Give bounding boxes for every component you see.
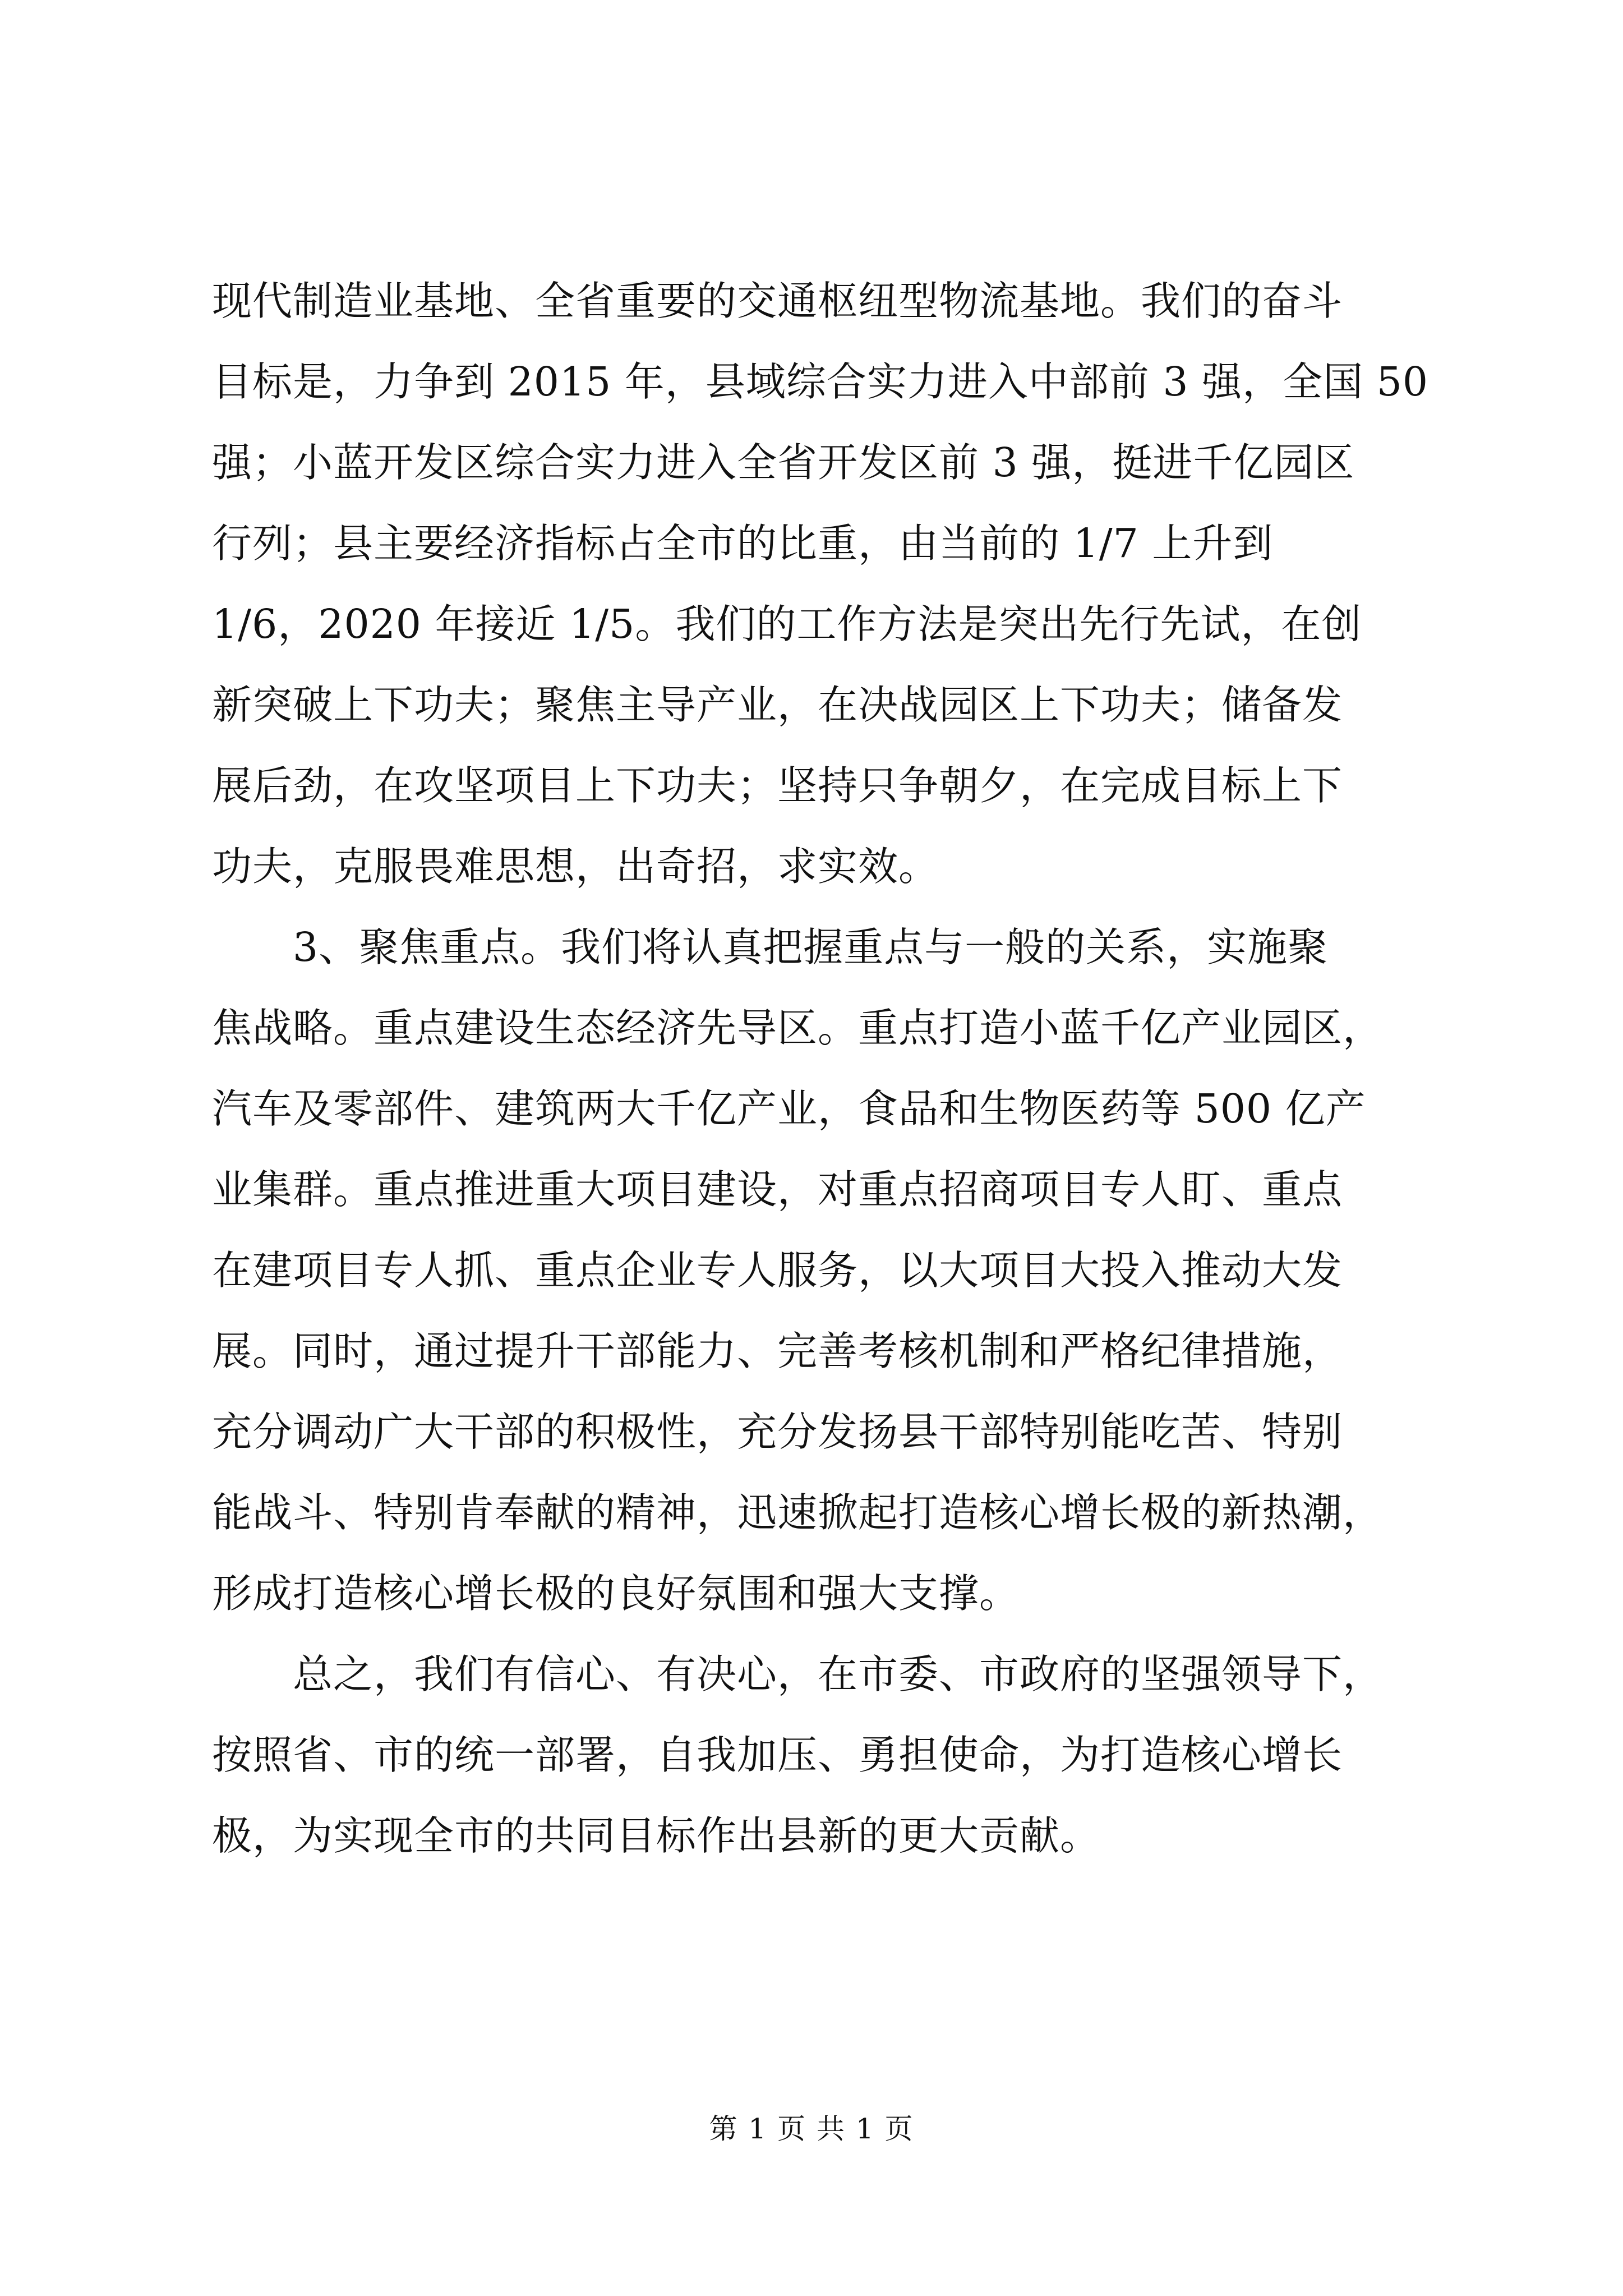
page-footer: 第 1 页 共 1 页 — [709, 2113, 914, 2145]
text-line: 业集群。重点推进重大项目建设，对重点招商项目专人盯、重点 — [212, 1166, 1343, 1213]
text-line: 充分调动广大干部的积极性，充分发扬县干部特别能吃苦、特别 — [212, 1409, 1343, 1455]
document-body — [212, 261, 1429, 1876]
text-line: 展。同时，通过提升干部能力、完善考核机制和严格纪律措施， — [212, 1328, 1343, 1374]
text-line: 形成打造核心增长极的良好氛围和强大支撑。 — [212, 1570, 1020, 1617]
paragraph-start-line: 3、聚焦重点。我们将认真把握重点与一般的关系，实施聚 — [293, 924, 1329, 970]
text-line: 焦战略。重点建设生态经济先导区。重点打造小蓝千亿产业园区， — [212, 1005, 1384, 1051]
text-line: 在建项目专人抓、重点企业专人服务，以大项目大投入推动大发 — [212, 1247, 1343, 1294]
text-line: 展后劲，在攻坚项目上下功夫；坚持只争朝夕，在完成目标上下 — [212, 762, 1343, 809]
text-line: 功夫，克服畏难思想，出奇招，求实效。 — [212, 843, 939, 890]
text-line: 按照省、市的统一部署，自我加压、勇担使命，为打造核心增长 — [212, 1732, 1343, 1778]
text-line: 汽车及零部件、建筑两大千亿产业，食品和生物医药等 500 亿产 — [212, 1085, 1366, 1132]
paragraph-start-line: 总之，我们有信心、有决心，在市委、市政府的坚强领导下， — [293, 1651, 1384, 1697]
text-line: 行列；县主要经济指标占全市的比重，由当前的 1/7 上升到 — [212, 520, 1274, 567]
text-line: 新突破上下功夫；聚焦主导产业，在决战园区上下功夫；储备发 — [212, 682, 1343, 728]
text-line: 1/6，2020 年接近 1/5。我们的工作方法是突出先行先试，在创 — [212, 601, 1362, 647]
text-line: 极，为实现全市的共同目标作出县新的更大贡献。 — [212, 1812, 1101, 1859]
text-line: 现代制造业基地、全省重要的交通枢纽型物流基地。我们的奋斗 — [212, 278, 1343, 324]
text-line: 强；小蓝开发区综合实力进入全省开发区前 3 强，挺进千亿园区 — [212, 439, 1355, 486]
text-line: 目标是，力争到 2015 年，县域综合实力进入中部前 3 强，全国 50 — [212, 358, 1429, 405]
text-line: 能战斗、特别肯奉献的精神，迅速掀起打造核心增长极的新热潮， — [212, 1489, 1384, 1536]
